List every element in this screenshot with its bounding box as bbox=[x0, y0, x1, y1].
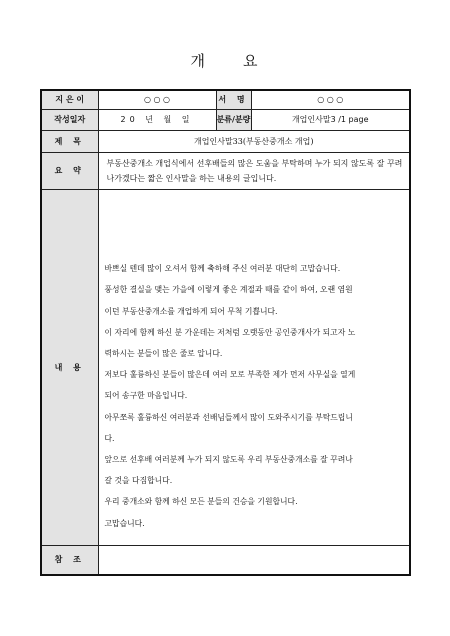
signature-label: 서 명 bbox=[216, 90, 251, 109]
category-value: 개업인사말3 /1 page bbox=[251, 109, 410, 130]
reference-label: 참 조 bbox=[41, 545, 98, 575]
summary-form-table bbox=[40, 89, 411, 576]
content-line: 풍성한 결실을 맺는 가을에 이렇게 좋은 계절과 때를 같이 하여, 오랜 염원 bbox=[104, 285, 353, 295]
reference-value bbox=[98, 545, 410, 575]
row-date bbox=[41, 109, 410, 130]
content-line: 고맙습니다. bbox=[104, 518, 145, 528]
row-summary bbox=[41, 152, 410, 189]
author-value: ○ ○ ○ bbox=[98, 90, 216, 109]
content-line: 우리 중개소와 함께 하신 모든 분들의 건승을 기원합니다. bbox=[104, 497, 298, 507]
content-line: 되어 송구한 마음입니다. bbox=[104, 391, 188, 401]
title-char-2: 요 bbox=[243, 52, 260, 70]
row-subject bbox=[41, 130, 410, 152]
content-line: 앞으로 선후배 여러분께 누가 되지 않도록 우리 부동산중개소를 잘 꾸려나 bbox=[104, 455, 353, 464]
content-line: 바쁘실 텐데 많이 오셔서 함께 축하해 주신 여러분 대단히 고맙습니다. bbox=[104, 264, 341, 274]
summary-value: 부동산중개소 개업식에서 선후배들의 많은 도움을 부탁하며 누가 되지 않도록 잘 꾸려나가겠다는 짧은 인사말을 하는 내용의 글입니다. bbox=[98, 152, 410, 189]
content-line: 력하시는 분들이 많은 줄로 압니다. bbox=[104, 348, 223, 358]
page-title bbox=[0, 50, 450, 71]
content-line: 저보다 훌륭하신 분들이 많은데 여러 모로 부족한 제가 먼저 사무실을 열게 bbox=[104, 370, 356, 380]
date-value: 20 년 월 일 bbox=[98, 109, 216, 130]
content-line: 갈 것을 다짐합니다. bbox=[104, 476, 173, 486]
title-char-1: 개 bbox=[190, 52, 207, 70]
summary-label: 요 약 bbox=[41, 152, 98, 189]
content-label: 내 용 bbox=[41, 189, 98, 545]
category-label: 분류/분량 bbox=[216, 109, 251, 130]
subject-label: 제 목 bbox=[41, 130, 98, 152]
row-content bbox=[41, 189, 410, 545]
content-line: 아무쪼록 훌륭하신 여러분과 선배님들께서 많이 도와주시기를 부탁드립니 bbox=[104, 412, 353, 422]
subject-value: 개업인사말33(부동산중개소 개업) bbox=[98, 130, 410, 152]
content-line: 이 자리에 함께 하신 분 가운데는 저처럼 오랫동안 공인중개사가 되고자 노 bbox=[104, 327, 356, 337]
row-reference bbox=[41, 545, 410, 575]
content-body bbox=[98, 189, 410, 545]
author-label: 지 은 이 bbox=[41, 90, 98, 109]
signature-value: ○ ○ ○ bbox=[251, 90, 410, 109]
row-author bbox=[41, 90, 410, 109]
content-line: 다. bbox=[104, 433, 115, 443]
content-line: 이던 부동산중개소를 개업하게 되어 무척 기쁩니다. bbox=[104, 306, 278, 316]
date-label: 작성일자 bbox=[41, 109, 98, 130]
